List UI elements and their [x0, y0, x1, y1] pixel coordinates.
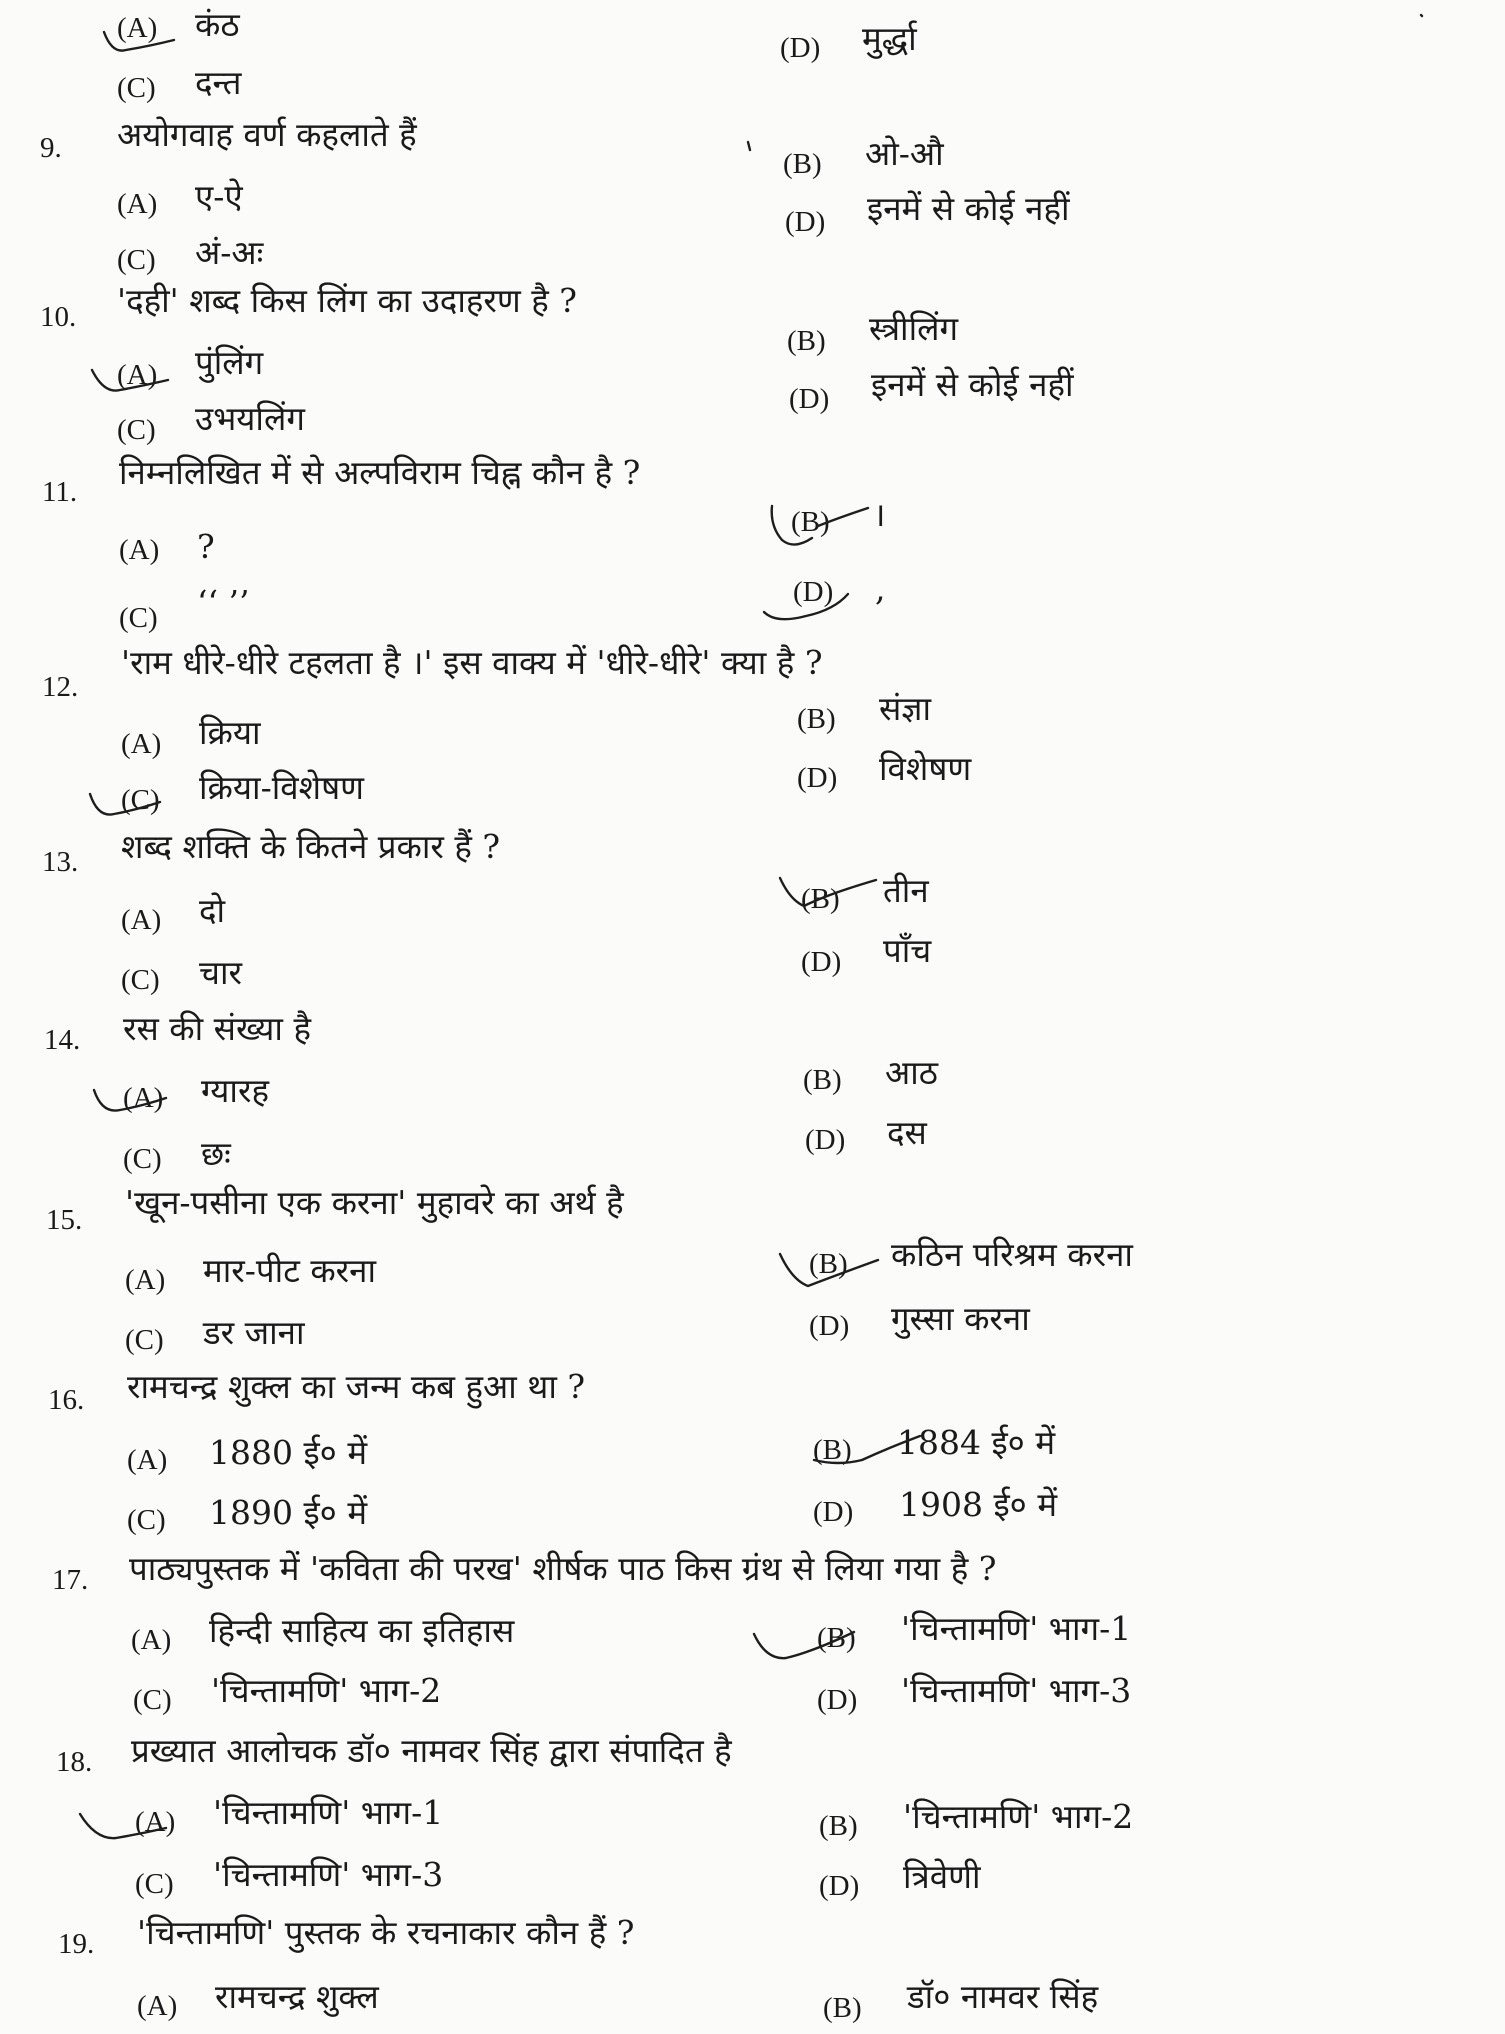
ink-speck [745, 140, 753, 154]
option-text: क्रिया-विशेषण [199, 768, 364, 807]
option-label: (B) [797, 703, 836, 735]
option-text: क्रिया [199, 713, 261, 752]
option-label: (A) [117, 188, 158, 220]
option-label: (B) [803, 1064, 842, 1096]
question-text: अयोगवाह वर्ण कहलाते हैं [117, 115, 417, 154]
option-text: 'चिन्तामणि' भाग-3 [213, 1855, 444, 1894]
question-number: 12. [42, 671, 79, 703]
option-label: (B) [819, 1810, 858, 1842]
option-text: दस [887, 1113, 927, 1152]
option-text: अं-अः [195, 233, 264, 272]
option-text: 'चिन्तामणि' भाग-2 [903, 1797, 1134, 1836]
option-text: कठिन परिश्रम करना [891, 1235, 1133, 1274]
option-text: 1884 ई० में [897, 1423, 1056, 1462]
option-text: , [875, 569, 886, 608]
option-text: मार-पीट करना [203, 1251, 377, 1290]
option-label: (A) [135, 1806, 176, 1838]
option-label: (D) [793, 576, 834, 608]
question-number: 16. [48, 1384, 85, 1416]
option-text: ग्यारह [201, 1071, 269, 1110]
option-text: संज्ञा [879, 689, 932, 728]
option-text: डर जाना [203, 1313, 305, 1352]
option-text: डॉ० नामवर सिंह [907, 1977, 1099, 2016]
option-label: (D) [780, 32, 821, 64]
question-text: 'राम धीरे-धीरे टहलता है ।' इस वाक्य में 'धीरे-धीरे' क्या है ? [121, 643, 823, 682]
question-text: रस की संख्या है [123, 1009, 311, 1048]
question-text: शब्द शक्ति के कितने प्रकार हैं ? [121, 827, 501, 866]
option-text: कंठ [195, 5, 240, 44]
question-text: 'खून-पसीना एक करना' मुहावरे का अर्थ है [125, 1183, 624, 1222]
option-label: (C) [125, 1324, 164, 1356]
option-text: ? [197, 527, 215, 566]
option-label: (C) [119, 602, 158, 634]
option-text: तीन [883, 871, 929, 910]
option-text: इनमें से कोई नहीं [867, 189, 1070, 228]
option-text: इनमें से कोई नहीं [871, 365, 1074, 404]
option-label: (C) [117, 72, 156, 104]
option-text: । [873, 495, 886, 534]
option-label: (B) [791, 506, 830, 538]
option-text: ओ-औ [865, 134, 944, 173]
question-number: 9. [40, 132, 62, 164]
option-label: (B) [823, 1992, 862, 2024]
option-label: (D) [801, 946, 842, 978]
option-text: 'चिन्तामणि' भाग-1 [901, 1609, 1132, 1648]
option-text: स्त्रीलिंग [869, 309, 959, 348]
option-label: (B) [817, 1622, 856, 1654]
option-label: (D) [797, 762, 838, 794]
question-number: 18. [56, 1746, 93, 1778]
question-text: निम्नलिखित में से अल्पविराम चिह्न कौन है ? [119, 453, 641, 492]
option-label: (D) [817, 1684, 858, 1716]
question-text: 'चिन्तामणि' पुस्तक के रचनाकार कौन हैं ? [137, 1913, 635, 1952]
option-text: उभयलिंग [195, 399, 305, 438]
option-label: (A) [125, 1264, 166, 1296]
option-label: (D) [789, 383, 830, 415]
question-number: 15. [46, 1204, 83, 1236]
option-text: दो [199, 891, 226, 930]
option-text: 'चिन्तामणि' भाग-1 [213, 1793, 444, 1832]
option-label: (A) [117, 359, 158, 391]
question-number: 10. [40, 301, 77, 333]
question-text: प्रख्यात आलोचक डॉ० नामवर सिंह द्वारा संपादित है [131, 1731, 732, 1770]
option-text: चार [199, 953, 242, 992]
option-text: गुस्सा करना [891, 1299, 1030, 1338]
option-text: 'चिन्तामणि' भाग-2 [211, 1671, 442, 1710]
option-label: (A) [117, 12, 158, 44]
option-label: (D) [819, 1870, 860, 1902]
option-label: (C) [127, 1504, 166, 1536]
question-number: 14. [44, 1024, 81, 1056]
option-label: (A) [123, 1082, 164, 1114]
option-text: विशेषण [879, 749, 972, 788]
question-number: 11. [42, 476, 78, 508]
question-text: रामचन्द्र शुक्ल का जन्म कब हुआ था ? [127, 1367, 586, 1406]
option-label: (A) [119, 534, 160, 566]
question-number: 13. [42, 846, 79, 878]
option-text: 1880 ई० में [209, 1433, 368, 1472]
option-label: (A) [137, 1990, 178, 2022]
option-label: (A) [121, 728, 162, 760]
question-text: पाठ्यपुस्तक में 'कविता की परख' शीर्षक पाठ किस ग्रंथ से लिया गया है ? [129, 1549, 997, 1588]
option-label: (B) [783, 148, 822, 180]
option-label: (C) [121, 964, 160, 996]
option-text: मुर्द्धा [862, 19, 917, 58]
option-label: (B) [813, 1434, 852, 1466]
question-number: 19. [58, 1928, 95, 1960]
option-label: (A) [131, 1624, 172, 1656]
option-label: (D) [805, 1124, 846, 1156]
option-text: आठ [885, 1053, 938, 1092]
option-text: 1890 ई० में [209, 1493, 368, 1532]
option-text: रामचन्द्र शुक्ल [215, 1977, 379, 2016]
option-text: त्रिवेणी [903, 1857, 981, 1896]
option-label: (A) [127, 1444, 168, 1476]
ink-speck [1418, 12, 1426, 20]
question-number: 17. [52, 1564, 89, 1596]
option-label: (B) [801, 883, 840, 915]
option-label: (B) [809, 1248, 848, 1280]
option-label: (D) [809, 1310, 850, 1342]
option-label: (A) [121, 904, 162, 936]
option-label: (C) [135, 1868, 174, 1900]
option-text: पाँच [883, 931, 932, 970]
option-text: 1908 ई० में [899, 1485, 1058, 1524]
option-label: (C) [133, 1684, 172, 1716]
option-label: (D) [813, 1496, 854, 1528]
option-text: हिन्दी साहित्य का इतिहास [209, 1611, 515, 1650]
option-label: (D) [785, 206, 826, 238]
option-text: दन्त [195, 63, 242, 102]
option-label: (C) [123, 1143, 162, 1175]
option-label: (B) [787, 325, 826, 357]
question-text: 'दही' शब्द किस लिंग का उदाहरण है ? [117, 281, 577, 320]
option-text: ए-ऐ [195, 177, 243, 216]
option-text: 'चिन्तामणि' भाग-3 [901, 1671, 1132, 1710]
option-label: (C) [121, 784, 160, 816]
option-text: पुंलिंग [195, 343, 264, 382]
option-text: छः [201, 1134, 231, 1173]
option-label: (C) [117, 414, 156, 446]
option-label: (C) [117, 244, 156, 276]
option-text: ‘‘ ’’ [197, 583, 250, 622]
